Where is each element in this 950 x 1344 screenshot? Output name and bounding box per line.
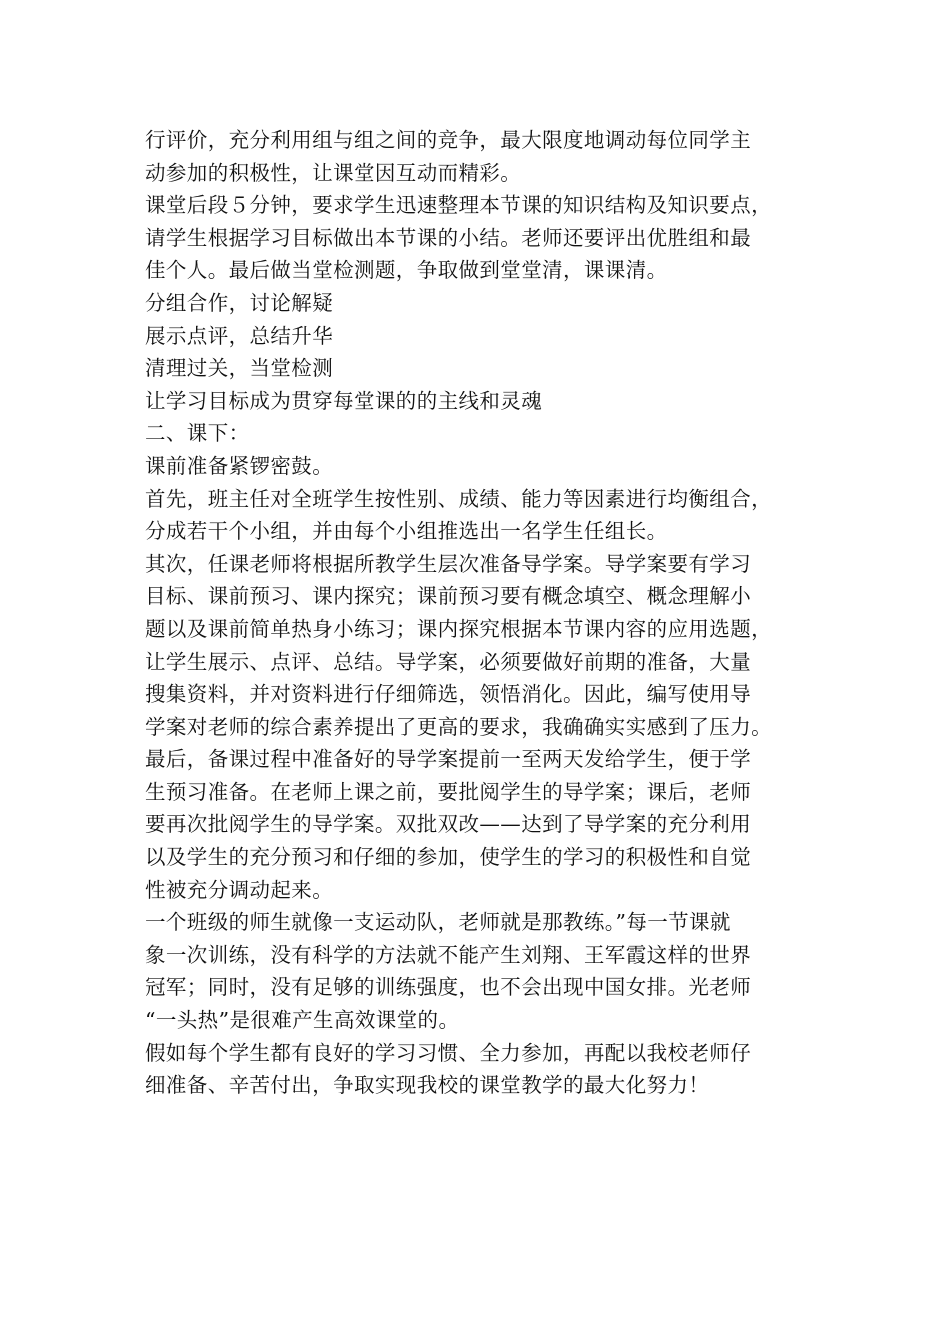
text-line: 目标、课前预习、课内探究；课前预习要有概念填空、概念理解小 [145,584,752,609]
text-line: 冠军；同时，没有足够的训练强度，也不会出现中国女排。光老师 [145,975,752,1000]
text-line: 生预习准备。在老师上课之前，要批阅学生的导学案；课后，老师 [145,779,752,804]
text-line: 行评价，充分利用组与组之间的竞争，最大限度地调动每位同学主 [145,128,752,152]
text-line: 让学生展示、点评、总结。导学案，必须要做好前期的准备，大量 [145,649,752,674]
text-line: 一个班级的师生就像一支运动队，老师就是那教练。”每一节课就 [145,910,731,935]
text-line: 学案对老师的综合素养提出了更高的要求，我确确实实感到了压力。 [145,714,772,739]
text-line: 象一次训练，没有科学的方法就不能产生刘翔、王军霞这样的世界 [145,942,752,967]
text-line: 分成若干个小组，并由每个小组推选出一名学生任组长。 [145,519,668,544]
text-line: 最后，备课过程中准备好的导学案提前一至两天发给学生，便于学 [145,747,752,772]
text-line: 以及学生的充分预习和仔细的参加，使学生的学习的积极性和自觉 [145,845,752,870]
text-line: 请学生根据学习目标做出本节课的小结。老师还要评出优胜组和最 [145,225,752,250]
text-line: 性被充分调动起来。 [145,877,334,902]
section-heading: 让学习目标成为贯穿每堂课的的主线和灵魂 [145,388,543,413]
text-line: 假如每个学生都有良好的学习习惯、全力参加，再配以我校老师仔 [145,1040,752,1065]
text-line: 课堂后段５分钟，要求学生迅速整理本节课的知识结构及知识要点， [145,193,772,218]
text-line: 动参加的积极性，让课堂因互动而精彩。 [145,160,522,185]
text-line: 课前准备紧锣密鼓。 [145,453,334,478]
text-line: 佳个人。最后做当堂检测题，争取做到堂堂清，课课清。 [145,258,668,283]
section-heading: 分组合作，讨论解疑 [145,290,334,315]
text-line: “一头热”是很难产生高效课堂的。 [145,1008,460,1033]
text-line: 题以及课前简单热身小练习；课内探究根据本节课内容的应用选题， [145,616,772,641]
text-line: 要再次批阅学生的导学案。双批双改——达到了导学案的充分利用 [145,812,752,837]
text-line: 其次，任课老师将根据所教学生层次准备导学案。导学案要有学习 [145,551,752,576]
section-heading: 清理过关，当堂检测 [145,356,334,381]
section-heading: 展示点评，总结升华 [145,323,334,348]
document-body [145,124,825,1102]
text-line: 搜集资料，并对资料进行仔细筛选，领悟消化。因此，编写使用导 [145,682,752,707]
section-heading: 二、课下： [145,421,250,446]
text-line: 细准备、辛苦付出，争取实现我校的课堂教学的最大化努力！ [145,1073,710,1098]
text-line: 首先，班主任对全班学生按性别、成绩、能力等因素进行均衡组合， [145,486,772,511]
